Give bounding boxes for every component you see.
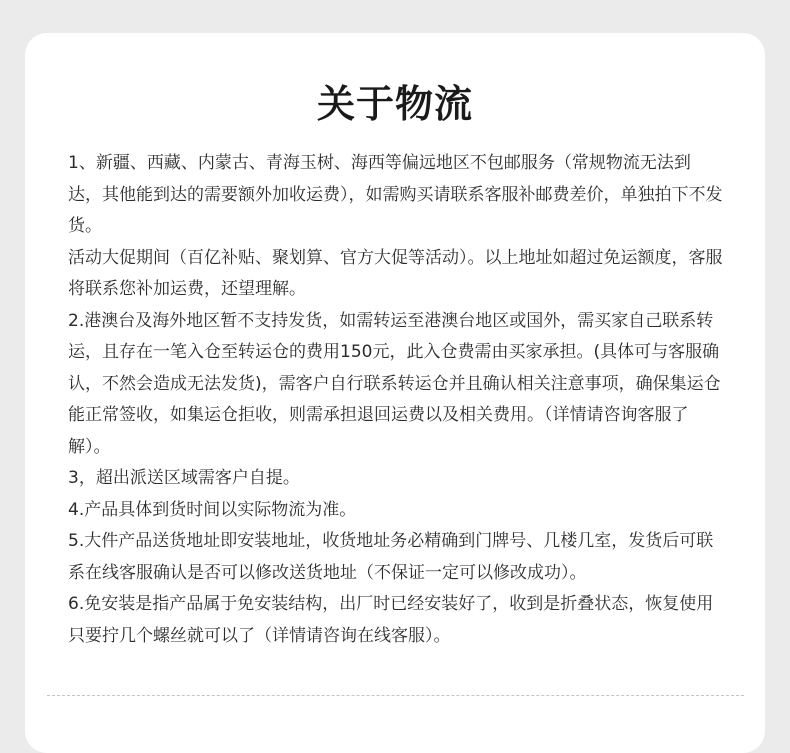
note-paragraph: 1、新疆、西藏、内蒙古、青海玉树、海西等偏远地区不包邮服务（常规物流无法到达，其他能到达的需要额外加收运费），如需购买请联系客服补邮费差价，单独拍下不发货。	[68, 153, 723, 236]
note-paragraph: 活动大促期间（百亿补贴、聚划算、官方大促等活动）。以上地址如超过免运额度，客服将联系您补加运费，还望理解。	[68, 247, 723, 299]
note-paragraph: 2.港澳台及海外地区暂不支持发货，如需转运至港澳台地区或国外，需买家自己联系转运，且存在一笔入仓至转运仓的费用150元，此入仓费需由买家承担。(具体可与客服确认，不然会造成无法发货)，需客户自行联系转运仓并且确认相关注意事项，确保集运仓能正常签收，如集运仓拒收，则需承担退回运费以及相关费用。（详情请咨询客服了解）。	[68, 310, 721, 457]
note-paragraph: 6.免安装是指产品属于免安装结构，出厂时已经安装好了，收到是折叠状态，恢复使用只要拧几个螺丝就可以了（详情请咨询在线客服）。	[68, 594, 714, 646]
page-title: 关于物流	[316, 82, 473, 126]
note-paragraph: 3，超出派送区域需客户自提。	[68, 468, 300, 488]
logistics-notes	[68, 148, 723, 652]
dashed-divider	[47, 695, 744, 696]
note-paragraph: 5.大件产品送货地址即安装地址，收货地址务必精确到门牌号、几楼几室，发货后可联系在线客服确认是否可以修改送货地址（不保证一定可以修改成功）。	[68, 531, 714, 583]
note-paragraph: 4.产品具体到货时间以实际物流为准。	[68, 499, 357, 520]
